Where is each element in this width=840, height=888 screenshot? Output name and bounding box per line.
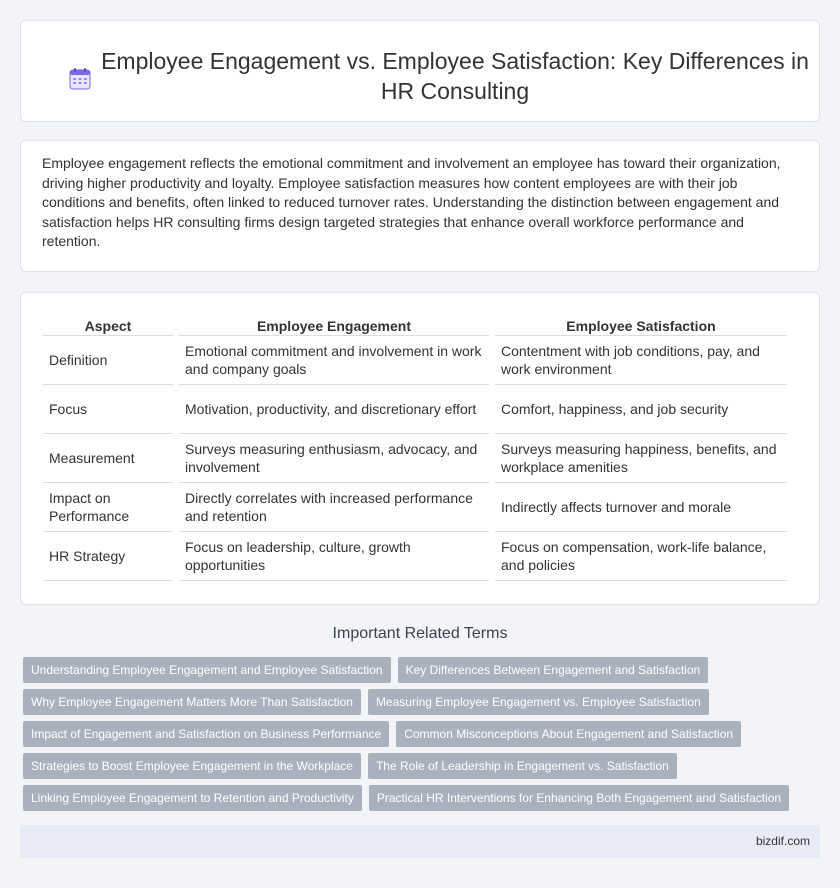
column-header-satisfaction: Employee Satisfaction bbox=[495, 314, 787, 336]
related-term-link[interactable]: Understanding Employee Engagement and Employee Satisfaction bbox=[23, 657, 391, 683]
column-header-aspect: Aspect bbox=[43, 314, 173, 336]
table-row bbox=[43, 532, 787, 581]
related-term-link[interactable]: Impact of Engagement and Satisfaction on Business Performance bbox=[23, 721, 389, 747]
table-row bbox=[43, 483, 787, 532]
comparison-table bbox=[37, 314, 793, 581]
footer-site-link[interactable]: bizdif.com bbox=[755, 834, 810, 848]
related-terms-list bbox=[23, 657, 813, 817]
table-header-row bbox=[43, 314, 787, 336]
table-cell-aspect: Definition bbox=[43, 336, 173, 385]
table-row bbox=[43, 385, 787, 434]
page-title: Employee Engagement vs. Employee Satisfaction: Key Differences in HR Consulting bbox=[101, 48, 809, 104]
related-term-link[interactable]: Linking Employee Engagement to Retention and Productivity bbox=[23, 785, 362, 811]
table-cell-aspect: HR Strategy bbox=[43, 532, 173, 581]
related-term-link[interactable]: The Role of Leadership in Engagement vs. Satisfaction bbox=[368, 753, 677, 779]
tag-row bbox=[23, 657, 813, 683]
table-cell-satisfaction: Focus on compensation, work-life balance, and policies bbox=[495, 532, 787, 581]
table-cell-engagement: Directly correlates with increased performance and retention bbox=[179, 483, 489, 532]
table-cell-aspect: Measurement bbox=[43, 434, 173, 483]
tag-row bbox=[23, 753, 813, 779]
tag-row bbox=[23, 689, 813, 715]
related-term-link[interactable]: Common Misconceptions About Engagement and Satisfaction bbox=[396, 721, 741, 747]
related-terms-heading: Important Related Terms bbox=[332, 625, 508, 642]
comparison-card bbox=[20, 292, 820, 605]
tag-row bbox=[23, 785, 813, 811]
table-cell-satisfaction: Indirectly affects turnover and morale bbox=[495, 483, 787, 532]
table-cell-engagement: Motivation, productivity, and discretionary effort bbox=[179, 385, 489, 434]
table-row bbox=[43, 434, 787, 483]
related-term-link[interactable]: Key Differences Between Engagement and Satisfaction bbox=[398, 657, 709, 683]
related-term-link[interactable]: Strategies to Boost Employee Engagement in the Workplace bbox=[23, 753, 361, 779]
table-cell-satisfaction: Surveys measuring happiness, benefits, and workplace amenities bbox=[495, 434, 787, 483]
table-cell-aspect: Impact on Performance bbox=[43, 483, 173, 532]
related-term-link[interactable]: Practical HR Interventions for Enhancing Both Engagement and Satisfaction bbox=[369, 785, 789, 811]
table-cell-satisfaction: Comfort, happiness, and job security bbox=[495, 385, 787, 434]
tag-row bbox=[23, 721, 813, 747]
related-term-link[interactable]: Measuring Employee Engagement vs. Employee Satisfaction bbox=[368, 689, 709, 715]
table-cell-engagement: Focus on leadership, culture, growth opportunities bbox=[179, 532, 489, 581]
footer-bar bbox=[20, 825, 820, 858]
related-term-link[interactable]: Why Employee Engagement Matters More Than Satisfaction bbox=[23, 689, 361, 715]
table-cell-aspect: Focus bbox=[43, 385, 173, 434]
table-cell-engagement: Surveys measuring enthusiasm, advocacy, and involvement bbox=[179, 434, 489, 483]
table-cell-engagement: Emotional commitment and involvement in work and company goals bbox=[179, 336, 489, 385]
column-header-engagement: Employee Engagement bbox=[179, 314, 489, 336]
title-card bbox=[20, 20, 820, 122]
intro-paragraph: Employee engagement reflects the emotional commitment and involvement an employee has toward their organization, driving higher productivity and loyalty. Employee satisfaction measures how content employees are with their job conditions and benefits, often linked to reduced turnover rates. Understanding the distinction between engagement and satisfaction helps HR consulting firms design targeted strategies that enhance overall workforce performance and retention. bbox=[42, 155, 781, 249]
table-row bbox=[43, 336, 787, 385]
intro-card bbox=[20, 140, 820, 272]
table-cell-satisfaction: Contentment with job conditions, pay, and work environment bbox=[495, 336, 787, 385]
